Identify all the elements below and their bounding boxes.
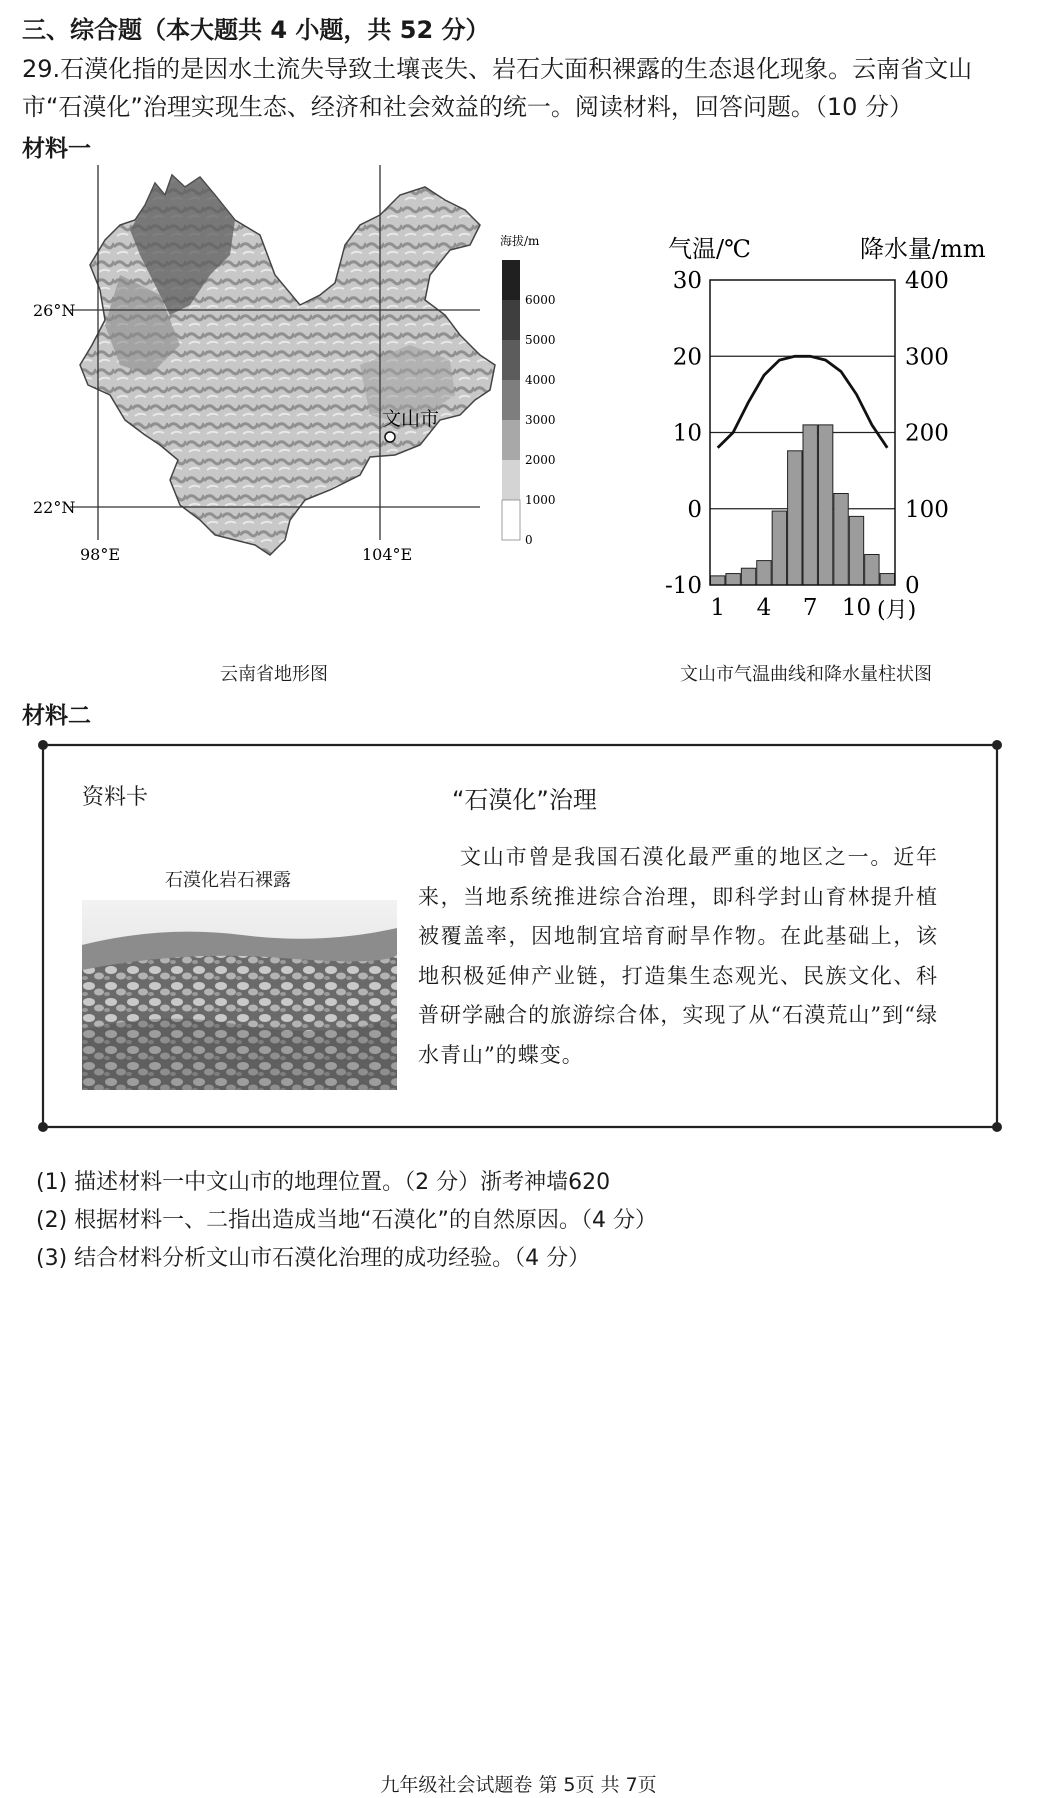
temp-tick-label: 30 <box>672 268 702 294</box>
legend-tick: 6000 <box>525 293 556 307</box>
material2-label: 材料二 <box>22 703 91 729</box>
month-tick-label: 7 <box>802 595 818 621</box>
legend-tick: 2000 <box>525 453 556 467</box>
precip-bar-month-5 <box>772 511 786 585</box>
chart-ylabel-right: 降水量/mm <box>860 235 986 263</box>
info-card-label: 资料卡 <box>82 785 149 810</box>
legend-swatch-1000 <box>502 460 520 500</box>
sub-question-2: (2) 根据材料一、二指出造成当地“石漠化”的自然原因。（4 分） <box>36 1208 657 1233</box>
precip-bar-month-4 <box>757 561 771 585</box>
yunnan-terrain-map <box>33 165 620 655</box>
legend-swatch-0 <box>502 500 520 540</box>
rocky-desertification-photo <box>82 900 397 1090</box>
sub-question-3: (3) 结合材料分析文山市石漠化治理的成功经验。（4 分） <box>36 1246 591 1271</box>
precip-bar-month-9 <box>834 494 848 586</box>
legend-tick: 5000 <box>525 333 556 347</box>
legend-tick: 4000 <box>525 373 556 387</box>
lon-label-98: 98°E <box>80 545 121 564</box>
precip-tick-label: 300 <box>905 344 949 371</box>
month-tick-label: 1 <box>710 595 726 621</box>
info-card-body: 文山市曾是我国石漠化最严重的地区之一。近年来，当地系统推进综合治理，即科学封山育林提升植被覆盖率，因地制宜培育耐旱作物。在此基础上，该地积极延伸产业链，打造集生态观光、民族文化、科普研学融合的旅游综合体，实现了从“石漠荒山”到“绿水青山”的蝶变。 <box>418 845 938 1067</box>
precip-bar-month-10 <box>849 516 863 585</box>
frame-corner-dot <box>992 1122 1002 1132</box>
legend-swatch-3000 <box>502 380 520 420</box>
month-tick-label: 4 <box>756 595 772 621</box>
temp-tick-label: 0 <box>687 496 702 523</box>
legend-swatch-2000 <box>502 420 520 460</box>
wenshan-city-marker <box>385 432 395 442</box>
legend-swatch-5000 <box>502 300 520 340</box>
precip-tick-label: 0 <box>905 573 920 599</box>
precip-bar-month-6 <box>788 451 802 585</box>
material1-label: 材料一 <box>22 136 91 162</box>
legend-title: 海拔/m <box>500 234 540 248</box>
precip-bar-month-1 <box>711 576 725 585</box>
chart-caption: 文山市气温曲线和降水量柱状图 <box>680 664 932 685</box>
frame-corner-dot <box>38 740 48 750</box>
precip-bar-month-2 <box>726 574 740 585</box>
photo-caption: 石漠化岩石裸露 <box>165 870 291 891</box>
section-title: 三、综合题（本大题共 4 小题，共 52 分） <box>22 16 490 44</box>
precip-bar-month-7 <box>803 425 817 585</box>
map-caption: 云南省地形图 <box>220 664 328 685</box>
frame-corner-dot <box>38 1122 48 1132</box>
legend-tick: 0 <box>525 533 533 547</box>
precip-tick-label: 200 <box>905 420 949 447</box>
temp-tick-label: -10 <box>664 573 702 599</box>
legend-swatch-6000 <box>502 260 520 300</box>
page-footer: 九年级社会试题卷 第 5页 共 7页 <box>380 1774 657 1796</box>
lat-label-22: 22°N <box>33 498 76 517</box>
precip-bar-month-8 <box>818 425 832 585</box>
precip-bar-month-12 <box>880 574 894 585</box>
legend-swatch-4000 <box>502 340 520 380</box>
legend-tick: 1000 <box>525 493 556 507</box>
sub-question-1: (1) 描述材料一中文山市的地理位置。（2 分）浙考神墙620 <box>36 1170 611 1195</box>
legend-tick: 3000 <box>525 413 556 427</box>
precip-tick-label: 100 <box>905 496 949 523</box>
lat-label-26: 26°N <box>33 301 76 320</box>
info-card-title: “石漠化”治理 <box>452 786 597 814</box>
temp-tick-label: 10 <box>672 420 702 447</box>
wenshan-city-label: 文山市 <box>382 408 440 430</box>
month-tick-label: 10 <box>841 595 872 621</box>
question-text: 29.石漠化指的是因水土流失导致土壤丧失、岩石大面积裸露的生态退化现象。云南省文山市“石漠化”治理实现生态、经济和社会效益的统一。阅读材料，回答问题。（10 分） <box>22 55 973 121</box>
temp-tick-label: 20 <box>672 344 702 371</box>
climate-chart <box>650 225 1010 645</box>
chart-xlabel: (月) <box>877 598 917 623</box>
precip-bar-month-3 <box>741 568 755 585</box>
chart-ylabel-left: 气温/℃ <box>668 235 751 263</box>
precip-tick-label: 400 <box>905 268 949 294</box>
precip-bar-month-11 <box>865 555 879 586</box>
frame-corner-dot <box>992 740 1002 750</box>
lon-label-104: 104°E <box>362 545 413 564</box>
